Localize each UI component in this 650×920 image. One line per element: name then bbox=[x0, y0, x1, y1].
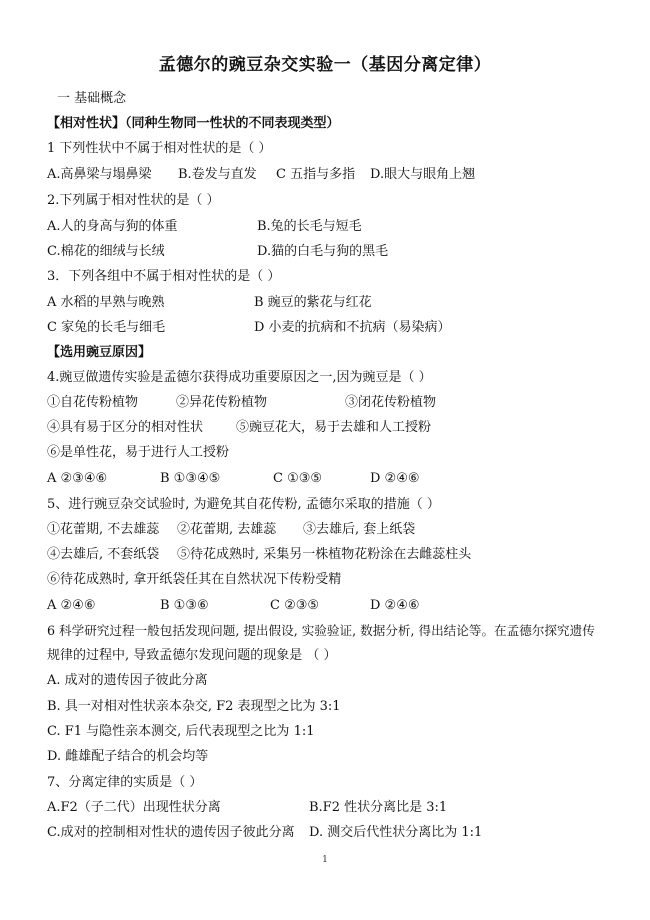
question-7-option-c: C.成对的控制相对性状的遗传因子彼此分离 bbox=[47, 825, 295, 840]
question-6-stem-line-1: 6 科学研究过程一般包括发现问题, 提出假设, 实验验证, 数据分析, 得出结论等。在孟德尔探究遗传 bbox=[47, 623, 595, 638]
question-5-option-a: A ②④⑥ bbox=[47, 598, 96, 613]
question-3-option-c: C 家兔的长毛与细毛 bbox=[47, 320, 166, 335]
question-5-item-5: ⑤待花成熟时, 采集另一株植物花粉涂在去雌蕊柱头 bbox=[177, 547, 472, 562]
question-3-option-d: D 小麦的抗病和不抗病（易染病） bbox=[254, 320, 451, 335]
question-6-stem-line-2: 规律的过程中, 导致孟德尔发现问题的现象是 （ ） bbox=[47, 648, 337, 663]
question-5-option-d: D ②④⑥ bbox=[370, 598, 420, 613]
question-5-item-3: ③去雄后, 套上纸袋 bbox=[303, 522, 416, 537]
question-4-option-a: A ②③④⑥ bbox=[47, 471, 108, 486]
question-3-stem: 3．下列各组中不属于相对性状的是（ ） bbox=[47, 269, 281, 284]
question-5-option-c: C ②③⑤ bbox=[270, 598, 320, 613]
question-1-option-d: D.眼大与眼角上翘 bbox=[370, 167, 476, 182]
section-heading-basic: 一 基础概念 bbox=[57, 91, 127, 106]
question-4-item-3: ③闭花传粉植物 bbox=[345, 395, 437, 410]
question-7-option-d: D. 测交后代性状分离比为 1:1 bbox=[309, 825, 483, 840]
question-4-item-4: ④具有易于区分的相对性状 bbox=[47, 420, 204, 435]
section-heading-relative-traits: 【相对性状】（同种生物同一性状的不同表现类型） bbox=[47, 116, 340, 131]
question-4-item-1: ①自花传粉植物 bbox=[47, 395, 139, 410]
question-3-option-a: A 水稻的早熟与晚熟 bbox=[47, 295, 165, 310]
section-heading-pea-reasons: 【选用豌豆原因】 bbox=[47, 345, 152, 360]
question-5-option-b: B ①③⑥ bbox=[160, 598, 209, 613]
question-4-stem: 4.豌豆做遗传实验是孟德尔获得成功重要原因之一,因为豌豆是（ ） bbox=[47, 370, 432, 385]
question-5-item-4: ④去雄后, 不套纸袋 bbox=[47, 547, 160, 562]
question-1-option-b: B.卷发与直发 bbox=[178, 167, 257, 182]
question-2-option-a: A.人的身高与狗的体重 bbox=[47, 219, 178, 234]
question-4-item-5: ⑤豌豆花大，易于去雄和人工授粉 bbox=[236, 420, 432, 435]
question-4-option-c: C ①③⑤ bbox=[273, 471, 323, 486]
question-6-option-d: D. 雌雄配子结合的机会均等 bbox=[47, 749, 209, 764]
question-5-item-6: ⑥待花成熟时, 拿开纸袋任其在自然状况下传粉受精 bbox=[47, 572, 342, 587]
question-5-stem: 5、进行豌豆杂交试验时, 为避免其自花传粉, 孟德尔采取的措施（ ） bbox=[47, 497, 440, 512]
question-6-option-c: C. F1 与隐性亲本测交, 后代表现型之比为 1:1 bbox=[47, 724, 315, 739]
question-2-option-b: B.兔的长毛与短毛 bbox=[257, 219, 362, 234]
question-1-option-a: A.高鼻梁与塌鼻梁 bbox=[47, 167, 152, 182]
question-7-stem: 7、分离定律的实质是（ ） bbox=[47, 775, 203, 790]
question-3-option-b: B 豌豆的紫花与红花 bbox=[254, 295, 372, 310]
page-number: 1 bbox=[322, 855, 328, 865]
question-5-item-2: ②花蕾期, 去雄蕊 bbox=[177, 522, 277, 537]
page-title: 孟德尔的豌豆杂交实验一（基因分离定律） bbox=[158, 55, 492, 75]
question-2-option-d: D.猫的白毛与狗的黑毛 bbox=[257, 244, 389, 259]
question-4-item-2: ②异花传粉植物 bbox=[176, 395, 268, 410]
question-4-option-d: D ②④⑥ bbox=[370, 471, 420, 486]
question-1-option-c: C 五指与多指 bbox=[276, 167, 356, 182]
question-7-option-a: A.F2（子二代）出现性状分离 bbox=[47, 800, 221, 815]
question-7-option-b: B.F2 性状分离比是 3:1 bbox=[309, 800, 448, 815]
question-1-stem: 1 下列性状中不属于相对性状的是（ ） bbox=[47, 141, 272, 156]
question-6-option-a: A. 成对的遗传因子彼此分离 bbox=[47, 673, 208, 688]
question-2-stem: 2.下列属于相对性状的是（ ） bbox=[47, 193, 220, 208]
question-4-option-b: B ①③④⑤ bbox=[160, 471, 221, 486]
question-5-item-1: ①花蕾期, 不去雄蕊 bbox=[47, 522, 160, 537]
question-6-option-b: B. 具一对相对性状亲本杂交, F2 表现型之比为 3:1 bbox=[47, 699, 341, 714]
question-2-option-c: C.棉花的细绒与长绒 bbox=[47, 244, 165, 259]
question-4-item-6: ⑥是单性花，易于进行人工授粉 bbox=[47, 445, 230, 460]
